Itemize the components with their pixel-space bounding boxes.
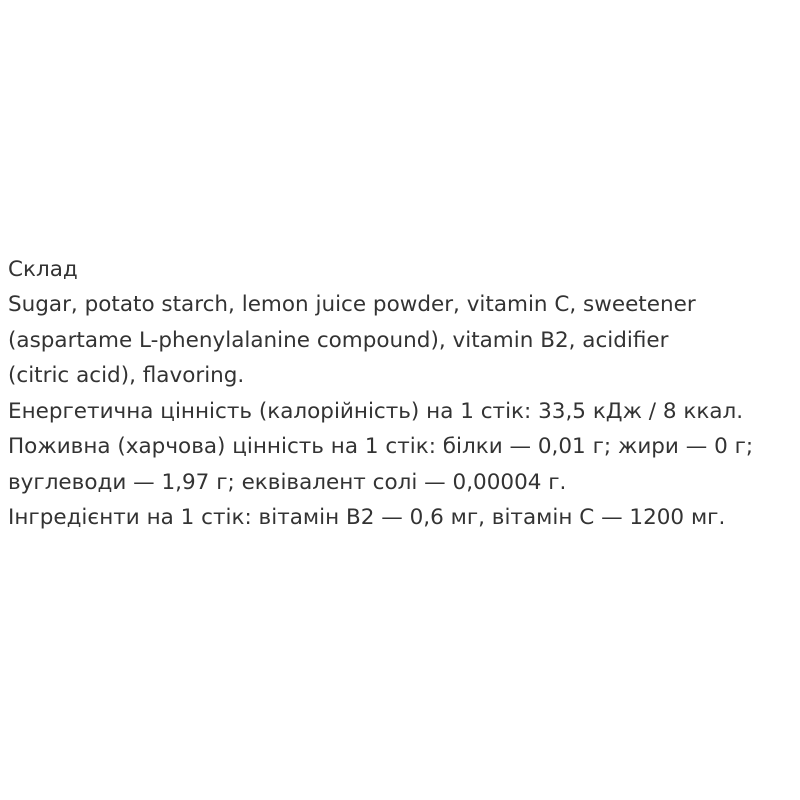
ingredients-line-2: (aspartame L-phenylalanine compound), vitamin B2, acidifier <box>8 327 669 353</box>
energy-value-line: Енергетична цінність (калорійність) на 1 стік: 33,5 кДж / 8 ккал. <box>8 398 744 424</box>
ingredients-line-3: (citric acid), flavoring. <box>8 363 245 388</box>
composition-heading: Склад <box>8 257 78 282</box>
nutrition-value-line-1: Поживна (харчова) цінність на 1 стік: білки — 0,01 г; жири — 0 г; <box>8 434 754 459</box>
ingredients-per-stick-line: Інгредієнти на 1 стік: вітамін В2 — 0,6 мг, вітамін С — 1200 мг. <box>8 505 726 530</box>
composition-section <box>8 253 794 536</box>
ingredients-line-1: Sugar, potato starch, lemon juice powder, vitamin C, sweetener <box>8 292 696 317</box>
nutrition-value-line-2: вуглеводи — 1,97 г; еквівалент солі — 0,00004 г. <box>8 469 567 495</box>
